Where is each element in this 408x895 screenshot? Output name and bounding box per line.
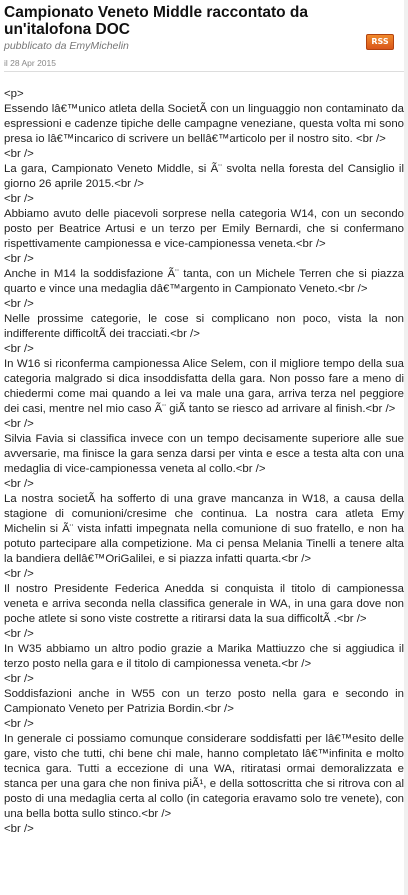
body-break-2: <br />	[4, 193, 34, 205]
header-divider	[4, 71, 404, 72]
body-break-9: <br />	[4, 628, 34, 640]
body-break-11: <br />	[4, 718, 34, 730]
body-paragraph-7: Silvia Favia si classifica invece con un tempo decisamente superiore alle sue avversarie, ma finisce la gara senza darsi per vinta e esce a testa alta con una medaglia di vice-campionessa veneta al collo.<br />	[4, 433, 404, 475]
article-body	[4, 87, 404, 837]
paragraph-open-tag: <p>	[4, 88, 24, 100]
page-scrollbar[interactable]	[404, 0, 408, 895]
body-paragraph-1: Essendo lâ€™unico atleta della SocietÃ con un linguaggio non contaminato da espressioni e cadenze tipiche delle campagne veneziane, questa volta mi sono presa io lâ€™incarico di scrivere un bellâ€™articolo per il nostro sito. <br />	[4, 103, 404, 145]
body-paragraph-8: La nostra societÃ ha sofferto di una grave mancanza in W18, a causa della stagione di comunioni/cresime che continua. La nostra cara atleta Emy Michelin si Ã¨ vista infatti impegnata nella comunione di suo fratello, e non ha potuto partecipare alla competizione. Ma ci pensa Melania Tinelli a tenere alta la bandiera dellâ€™OriGalilei, e si piazza infatti quarta.<br />	[4, 493, 404, 565]
body-paragraph-11: Soddisfazioni anche in W55 con un terzo posto nella gara e secondo in Campionato Veneto per Patrizia Bordin.<br />	[4, 688, 404, 715]
body-break-8: <br />	[4, 568, 34, 580]
body-paragraph-4: Anche in M14 la soddisfazione Ã¨ tanta, con un Michele Terren che si piazza quarto e vince una medaglia dâ€™argento in Campionato Veneto.<br />	[4, 268, 404, 295]
body-paragraph-3: Abbiamo avuto delle piacevoli sorprese nella categoria W14, con un secondo posto per Beatrice Artusi e un terzo per Emily Bernardi, che si confermano rispettivamente campionessa e vice-campionessa veneta.<br />	[4, 208, 404, 250]
body-paragraph-6: In W16 si riconferma campionessa Alice Selem, con il migliore tempo della sua categoria malgrado si dica insoddisfatta della gara. Non posso fare a meno di chiedermi come mai quando a lei va male una gara, arriva terza nel peggiore dei casi, mentre nel mio caso Ã¨ giÃ tanto se riesco ad arrivare al finish.<br />	[4, 358, 404, 415]
body-paragraph-12: In generale ci possiamo comunque considerare soddisfatti per lâ€™esito delle gare, visto che tutti, chi bene chi male, hanno completato lâ€™infinita e molto tecnica gara. Tutti a eccezione di una WA, ritiratasi ormai demoralizzata e stanca per una gara che non finiva piÃ¹, e della sottoscritta che si ritrova con al posto di una medaglia certa al collo (in categoria eravamo solo tre venete), con una bella botta sullo stinco.<br />	[4, 733, 404, 820]
rss-feed-button[interactable]: RSS	[366, 34, 394, 50]
body-paragraph-2: La gara, Campionato Veneto Middle, si Ã¨ svolta nella foresta del Cansiglio il giorno 26 aprile 2015.<br />	[4, 163, 404, 190]
body-break-4: <br />	[4, 298, 34, 310]
article-title: Campionato Veneto Middle raccontato da un'italofona DOC	[4, 4, 309, 38]
body-break-1: <br />	[4, 148, 34, 160]
body-paragraph-9: Il nostro Presidente Federica Anedda si conquista il titolo di campionessa veneta e arriva seconda nella classifica generale in WA, in una gara dove non poche atlete si sono viste costrette a ritirarsi data la sua difficoltÃ .<br />	[4, 583, 404, 625]
body-break-6: <br />	[4, 418, 34, 430]
body-break-7: <br />	[4, 478, 34, 490]
body-paragraph-10: In W35 abbiamo un altro podio grazie a Marika Mattiuzzo che si aggiudica il terzo posto nella gara e il titolo di campionessa veneta.<br />	[4, 643, 404, 670]
body-break-10: <br />	[4, 673, 34, 685]
body-break-12: <br />	[4, 823, 34, 835]
body-break-5: <br />	[4, 343, 34, 355]
body-paragraph-5: Nelle prossime categorie, le cose si complicano non poco, vista la non indifferente difficoltÃ dei tracciati.<br />	[4, 313, 404, 340]
article-date: il 28 Apr 2015	[4, 58, 56, 68]
body-break-3: <br />	[4, 253, 34, 265]
article-byline: pubblicato da EmyMichelin	[4, 40, 129, 52]
